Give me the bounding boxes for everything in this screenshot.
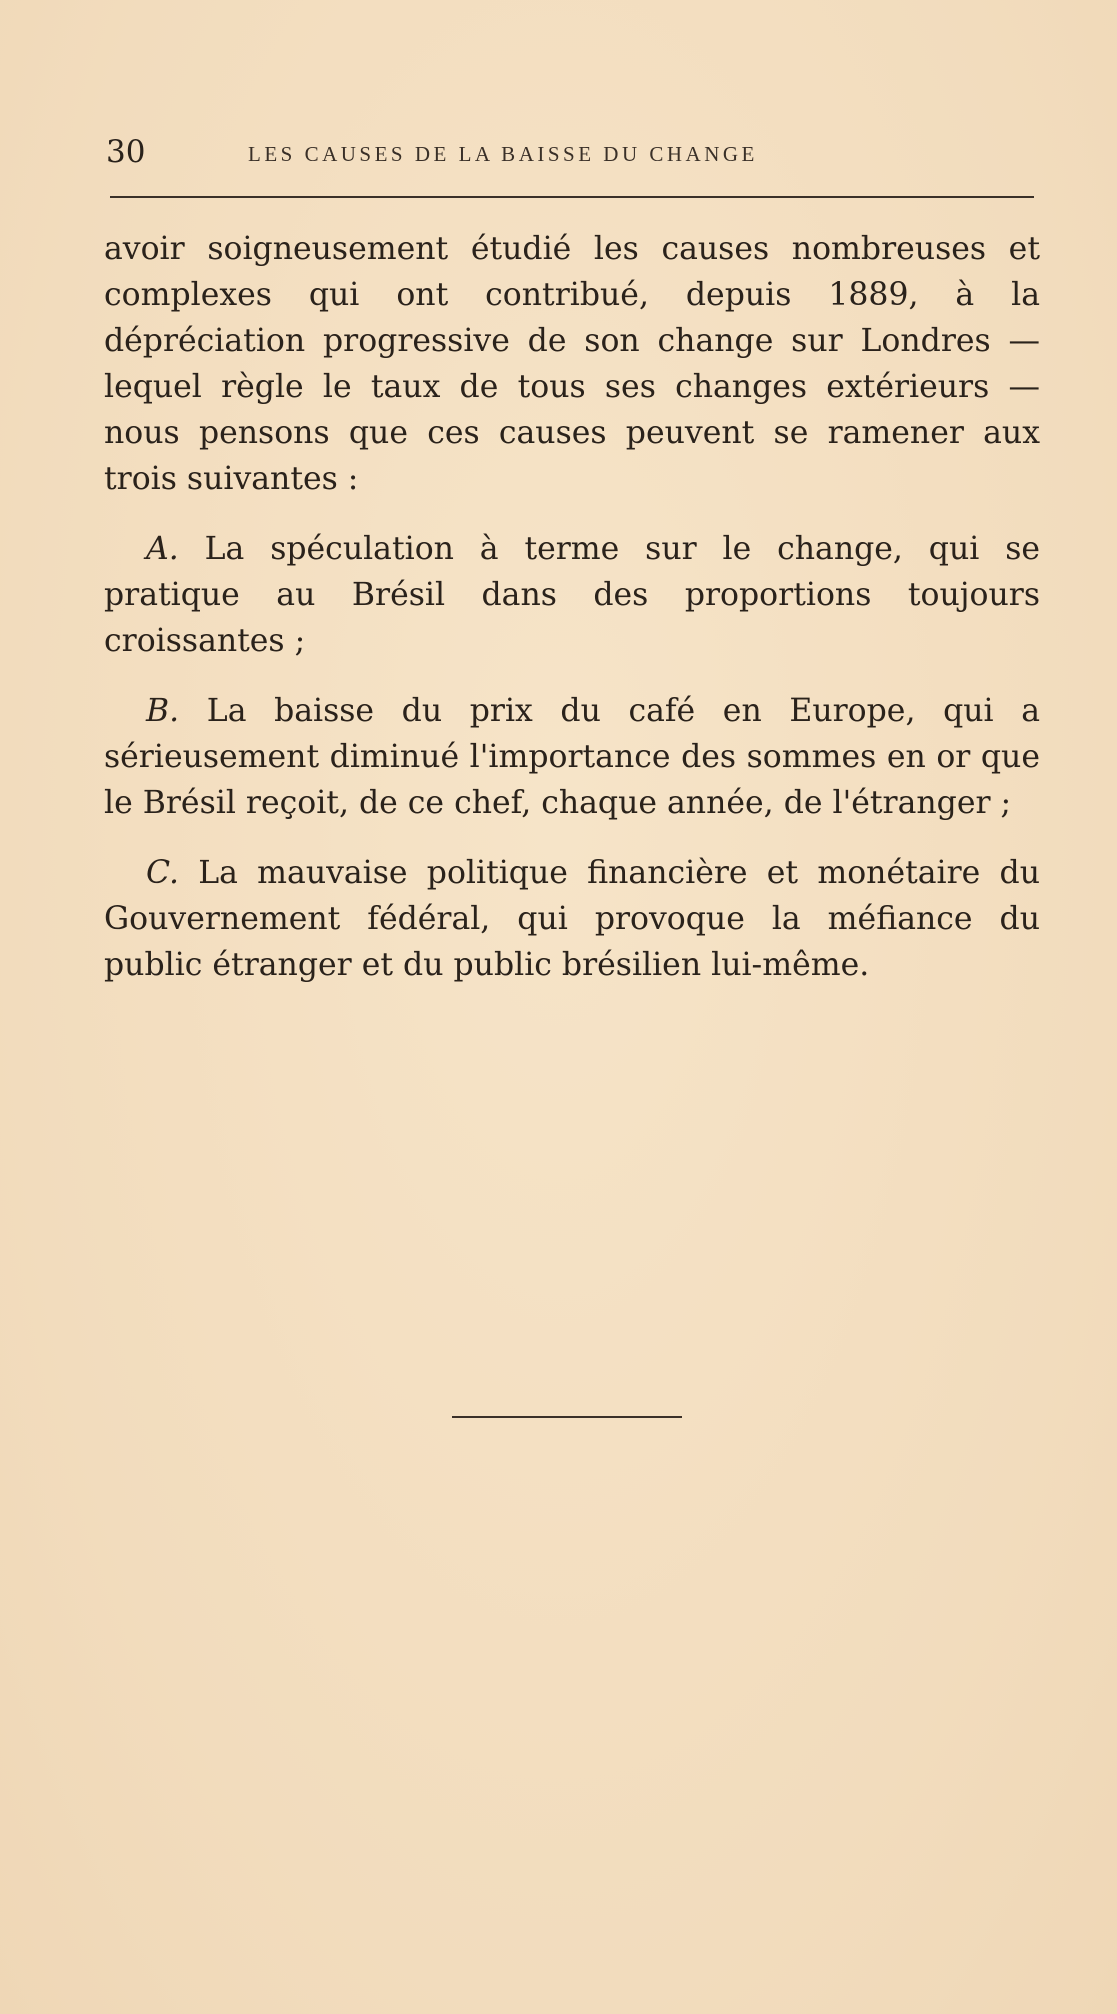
list-marker-b: B.: [146, 693, 180, 729]
running-head: [106, 134, 1036, 174]
list-item-a: [104, 526, 1040, 664]
list-text-a: La spéculation à terme sur le change, qui se pratique au Brésil dans des proportions toujours croissantes ;: [104, 531, 1040, 659]
page-number: 30: [106, 134, 146, 170]
header-rule: [110, 196, 1034, 198]
running-title: LES CAUSES DE LA BAISSE DU CHANGE: [248, 142, 758, 166]
list-text-c: La mauvaise politique financière et monétaire du Gouvernement fédéral, qui provoque la méfiance du public étranger et du public brésilien lui-même.: [104, 855, 1040, 983]
list-marker-a: A.: [146, 531, 179, 567]
list-item-c: [104, 850, 1040, 988]
list-item-b: [104, 688, 1040, 826]
section-end-rule: [452, 1416, 682, 1418]
list-text-b: La baisse du prix du café en Europe, qui a sérieusement diminué l'importance des sommes en or que le Brésil reçoit, de ce chef, chaque année, de l'étranger ;: [104, 693, 1040, 821]
intro-paragraph: avoir soigneusement étudié les causes nombreuses et complexes qui ont contribué, depuis 1889, à la dépréciation progressive de son change sur Londres — lequel règle le taux de tous ses changes extérieurs — nous pensons que ces causes peuvent se ramener aux trois suivantes :: [104, 231, 1040, 497]
list-marker-c: C.: [146, 855, 179, 891]
body-text: [104, 226, 1040, 988]
